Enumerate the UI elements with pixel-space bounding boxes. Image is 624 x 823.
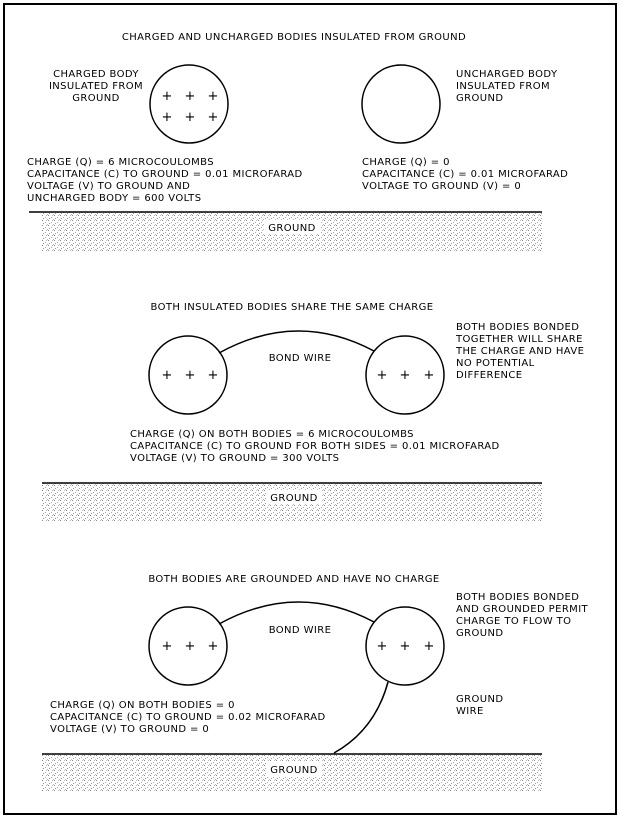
charge-sign: + — [399, 368, 411, 383]
panel-grounded — [42, 574, 589, 792]
charge-sign: + — [161, 368, 173, 383]
ground-label: GROUND — [270, 493, 318, 504]
charged-label-line3: GROUND — [72, 93, 120, 104]
side-note-line1: BOTH BODIES BONDED — [456, 592, 580, 603]
charge-sign: + — [207, 368, 219, 383]
uncharged-label-line2: INSULATED FROM — [456, 81, 551, 92]
ground-wire-label-line2: WIRE — [456, 706, 484, 717]
panel-charged-uncharged — [27, 32, 568, 252]
panel-shared-charge — [42, 302, 584, 521]
uncharged-label-line1: UNCHARGED BODY — [456, 69, 558, 80]
charged-info-line4: UNCHARGED BODY = 600 VOLTS — [27, 193, 202, 204]
charged-label-line1: CHARGED BODY — [53, 69, 139, 80]
ground-wire-label-line1: GROUND — [456, 694, 504, 705]
charge-sign: + — [207, 110, 219, 125]
side-note-line1: BOTH BODIES BONDED — [456, 322, 580, 333]
side-note-line4: GROUND — [456, 628, 504, 639]
side-note-line2: TOGETHER WILL SHARE — [456, 334, 583, 345]
bond-wire — [219, 602, 374, 624]
charged-info-line2: CAPACITANCE (C) TO GROUND = 0.01 MICROFARAD — [27, 169, 303, 180]
charge-sign: + — [376, 368, 388, 383]
charged-info-line3: VOLTAGE (V) TO GROUND AND — [27, 181, 191, 192]
side-note-line3: CHARGE TO FLOW TO — [456, 616, 572, 627]
charge-sign: + — [184, 110, 196, 125]
panel3-title: BOTH BODIES ARE GROUNDED AND HAVE NO CHARGE — [148, 574, 440, 585]
charge-sign: + — [161, 110, 173, 125]
bond-wire-label: BOND WIRE — [268, 353, 332, 364]
side-note-line5: DIFFERENCE — [456, 370, 523, 381]
info-line2: CAPACITANCE (C) TO GROUND = 0.02 MICROFARAD — [50, 712, 326, 723]
charge-sign: + — [423, 368, 435, 383]
side-note-line3: THE CHARGE AND HAVE — [456, 346, 585, 357]
bond-wire-label: BOND WIRE — [268, 625, 332, 636]
panel1-title: CHARGED AND UNCHARGED BODIES INSULATED FROM GROUND — [121, 32, 467, 43]
charge-sign: + — [161, 639, 173, 654]
uncharged-info-line1: CHARGE (Q) = 0 — [362, 157, 450, 168]
charge-sign: + — [184, 89, 196, 104]
charge-sign: + — [184, 639, 196, 654]
charge-sign: + — [376, 639, 388, 654]
bond-wire — [219, 331, 374, 353]
uncharged-body — [362, 65, 440, 143]
ground-label: GROUND — [268, 223, 316, 234]
info-line3: VOLTAGE (V) TO GROUND = 0 — [50, 724, 210, 735]
charge-sign: + — [207, 89, 219, 104]
info-line2: CAPACITANCE (C) TO GROUND FOR BOTH SIDES = 0.01 MICROFARAD — [130, 441, 500, 452]
charged-label-line2: INSULATED FROM — [48, 81, 144, 92]
charge-sign: + — [207, 639, 219, 654]
ground-label: GROUND — [270, 765, 318, 776]
charge-sign: + — [423, 639, 435, 654]
panel2-title: BOTH INSULATED BODIES SHARE THE SAME CHARGE — [150, 302, 434, 313]
info-line1: CHARGE (Q) ON BOTH BODIES = 6 MICROCOULOMBS — [130, 429, 414, 440]
uncharged-info-line3: VOLTAGE TO GROUND (V) = 0 — [362, 181, 522, 192]
charge-sign: + — [184, 368, 196, 383]
charged-body — [150, 65, 228, 143]
charge-sign: + — [161, 89, 173, 104]
info-line3: VOLTAGE (V) TO GROUND = 300 VOLTS — [130, 453, 340, 464]
ground-wire — [334, 682, 388, 753]
info-line1: CHARGE (Q) ON BOTH BODIES = 0 — [50, 700, 235, 711]
uncharged-info-line2: CAPACITANCE (C) = 0.01 MICROFARAD — [362, 169, 569, 180]
charge-sign: + — [399, 639, 411, 654]
uncharged-label-line3: GROUND — [456, 93, 504, 104]
side-note-line2: AND GROUNDED PERMIT — [456, 604, 589, 615]
side-note-line4: NO POTENTIAL — [456, 358, 535, 369]
charged-info-line1: CHARGE (Q) = 6 MICROCOULOMBS — [27, 157, 214, 168]
